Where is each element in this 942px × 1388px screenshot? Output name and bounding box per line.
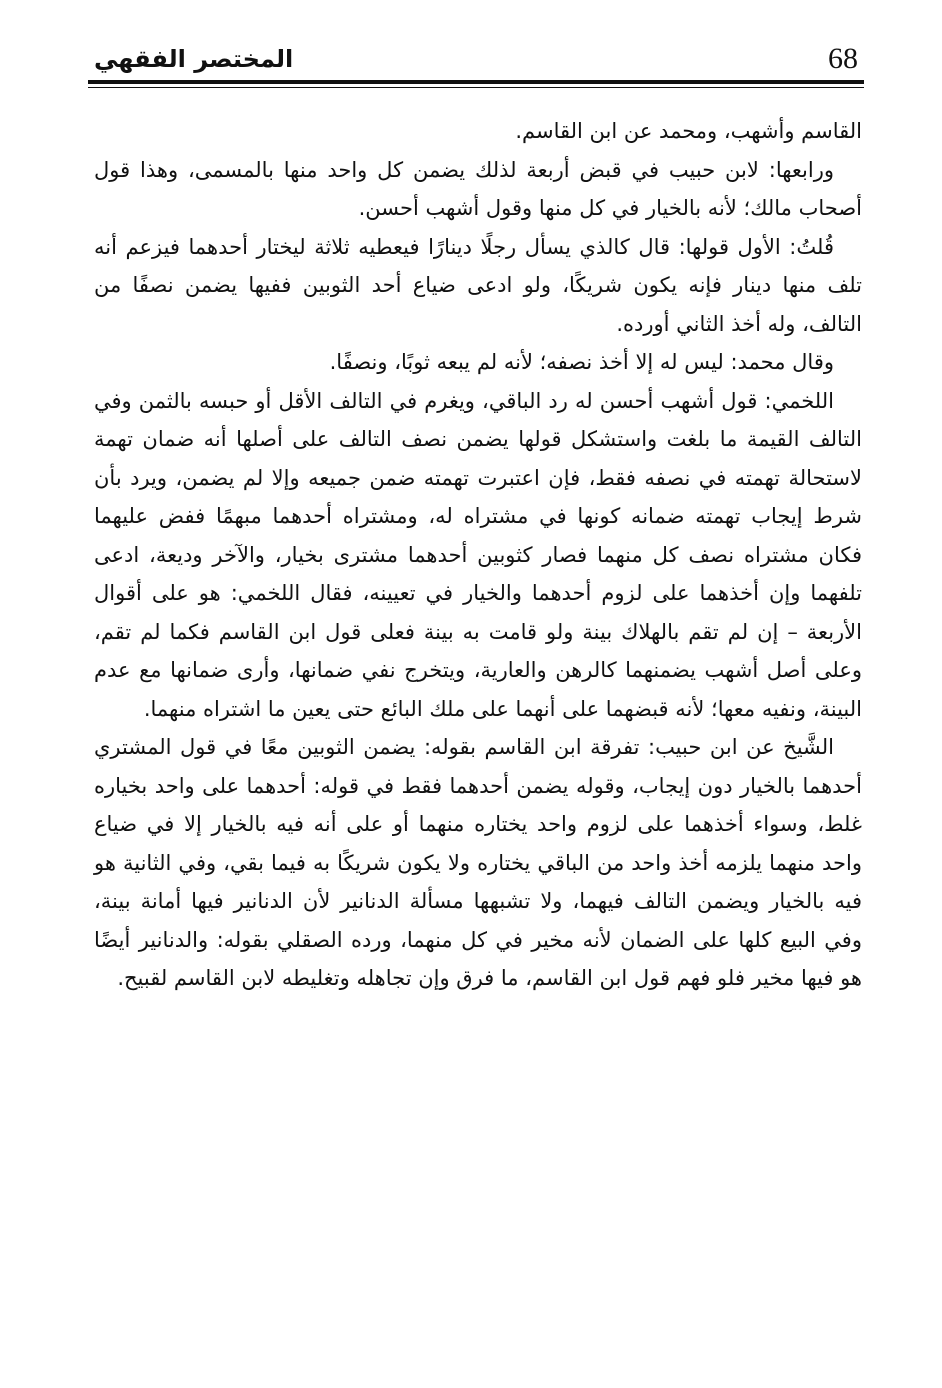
- running-title: المختصر الفقهي: [94, 45, 294, 73]
- paragraph-1: القاسم وأشهب، ومحمد عن ابن القاسم.: [515, 119, 862, 143]
- paragraph-4: وقال محمد: ليس له إلا أخذ نصفه؛ لأنه لم يبعه ثوبًا، ونصفًا.: [329, 350, 834, 374]
- page-header: [88, 30, 864, 92]
- paragraph-6: الشَّيخ عن ابن حبيب: تفرقة ابن القاسم بقوله: يضمن الثوبين معًا في قول المشتري أحدهما بالخيار دون إيجاب، وقوله يضمن أحدهما فقط في قوله: أحدهما على واحد بخياره غلط، وسواء أخذهما على لزوم واحد يختاره منهما أو على أنه فيه بالخيار إلا في ضياع واحد منهما يلزمه أخذ واحد من الباقي يختاره ولا يكون شريكًا به فيما بقي، وفي الثانية هو فيه بالخيار ويضمن التالف فيهما، ولا تشبهها مسألة الدنانير لأن الدنانير فيها أمانة بينة، وفي البيع كلها على الضمان لأنه مخير في كل منهما، ورده الصقلي بقوله: والدنانير أيضًا هو فيها مخير فلو فهم قول ابن القاسم، ما فرق وإن تجاهله وتغليطه لابن القاسم لقبيح.: [94, 735, 862, 990]
- header-rule-thin: [88, 87, 864, 88]
- page-body: [94, 112, 862, 998]
- header-rule-thick: [88, 80, 864, 84]
- paragraph-2: ورابعها: لابن حبيب في قبض أربعة لذلك يضمن كل واحد منها بالمسمى، وهذا قول أصحاب مالك؛ لأنه بالخيار في كل منها وقول أشهب أحسن.: [94, 157, 862, 220]
- paragraph-5: اللخمي: قول أشهب أحسن له رد الباقي، ويغرم في التالف الأقل أو حبسه بالثمن وفي التالف القيمة ما بلغت واستشكل قولها يضمن نصف التالف على أصلها أنه ضمان تهمة لاستحالة تهمته في نصفه فقط، فإن اعتبرت تهمته ضمن جميعه وإلا لم يضمن، ويرد بأن شرط إيجاب تهمته ضمانه كونها في مشتراه له، ومشتراه أحدهما مبهمًا ففض عليهما فكان مشتراه نصف كل منهما فصار كثوبين أحدهما مشترى بخيار، والآخر وديعة، ادعى تلفهما وإن أخذهما على لزوم أحدهما والخيار في تعيينه، فقال اللخمي: هو على أقوال الأربعة – إن لم تقم بالهلاك بينة ولو قامت به بينة فعلى قول ابن القاسم فكما لم تقم، وعلى أصل أشهب يضمنهما كالرهن والعارية، ويتخرج نفي ضمانها، وأرى ضمانها مع عدم البينة، ونفيه معها؛ لأنه قبضهما على أنهما على ملك البائع حتى يعين ما اشتراه منهما.: [94, 388, 862, 721]
- paragraph-3: قُلتُ: الأول قولها: قال كالذي يسأل رجلًا دينارًا فيعطيه ثلاثة ليختار أحدهما فيزعم أنه تلف منها دينار فإنه يكون شريكًا، ولو ادعى ضياع أحد الثوبين ففيها يضمن نصفًا من التالف، وله أخذ الثاني أورده.: [94, 234, 862, 336]
- page-number: 68: [828, 42, 858, 75]
